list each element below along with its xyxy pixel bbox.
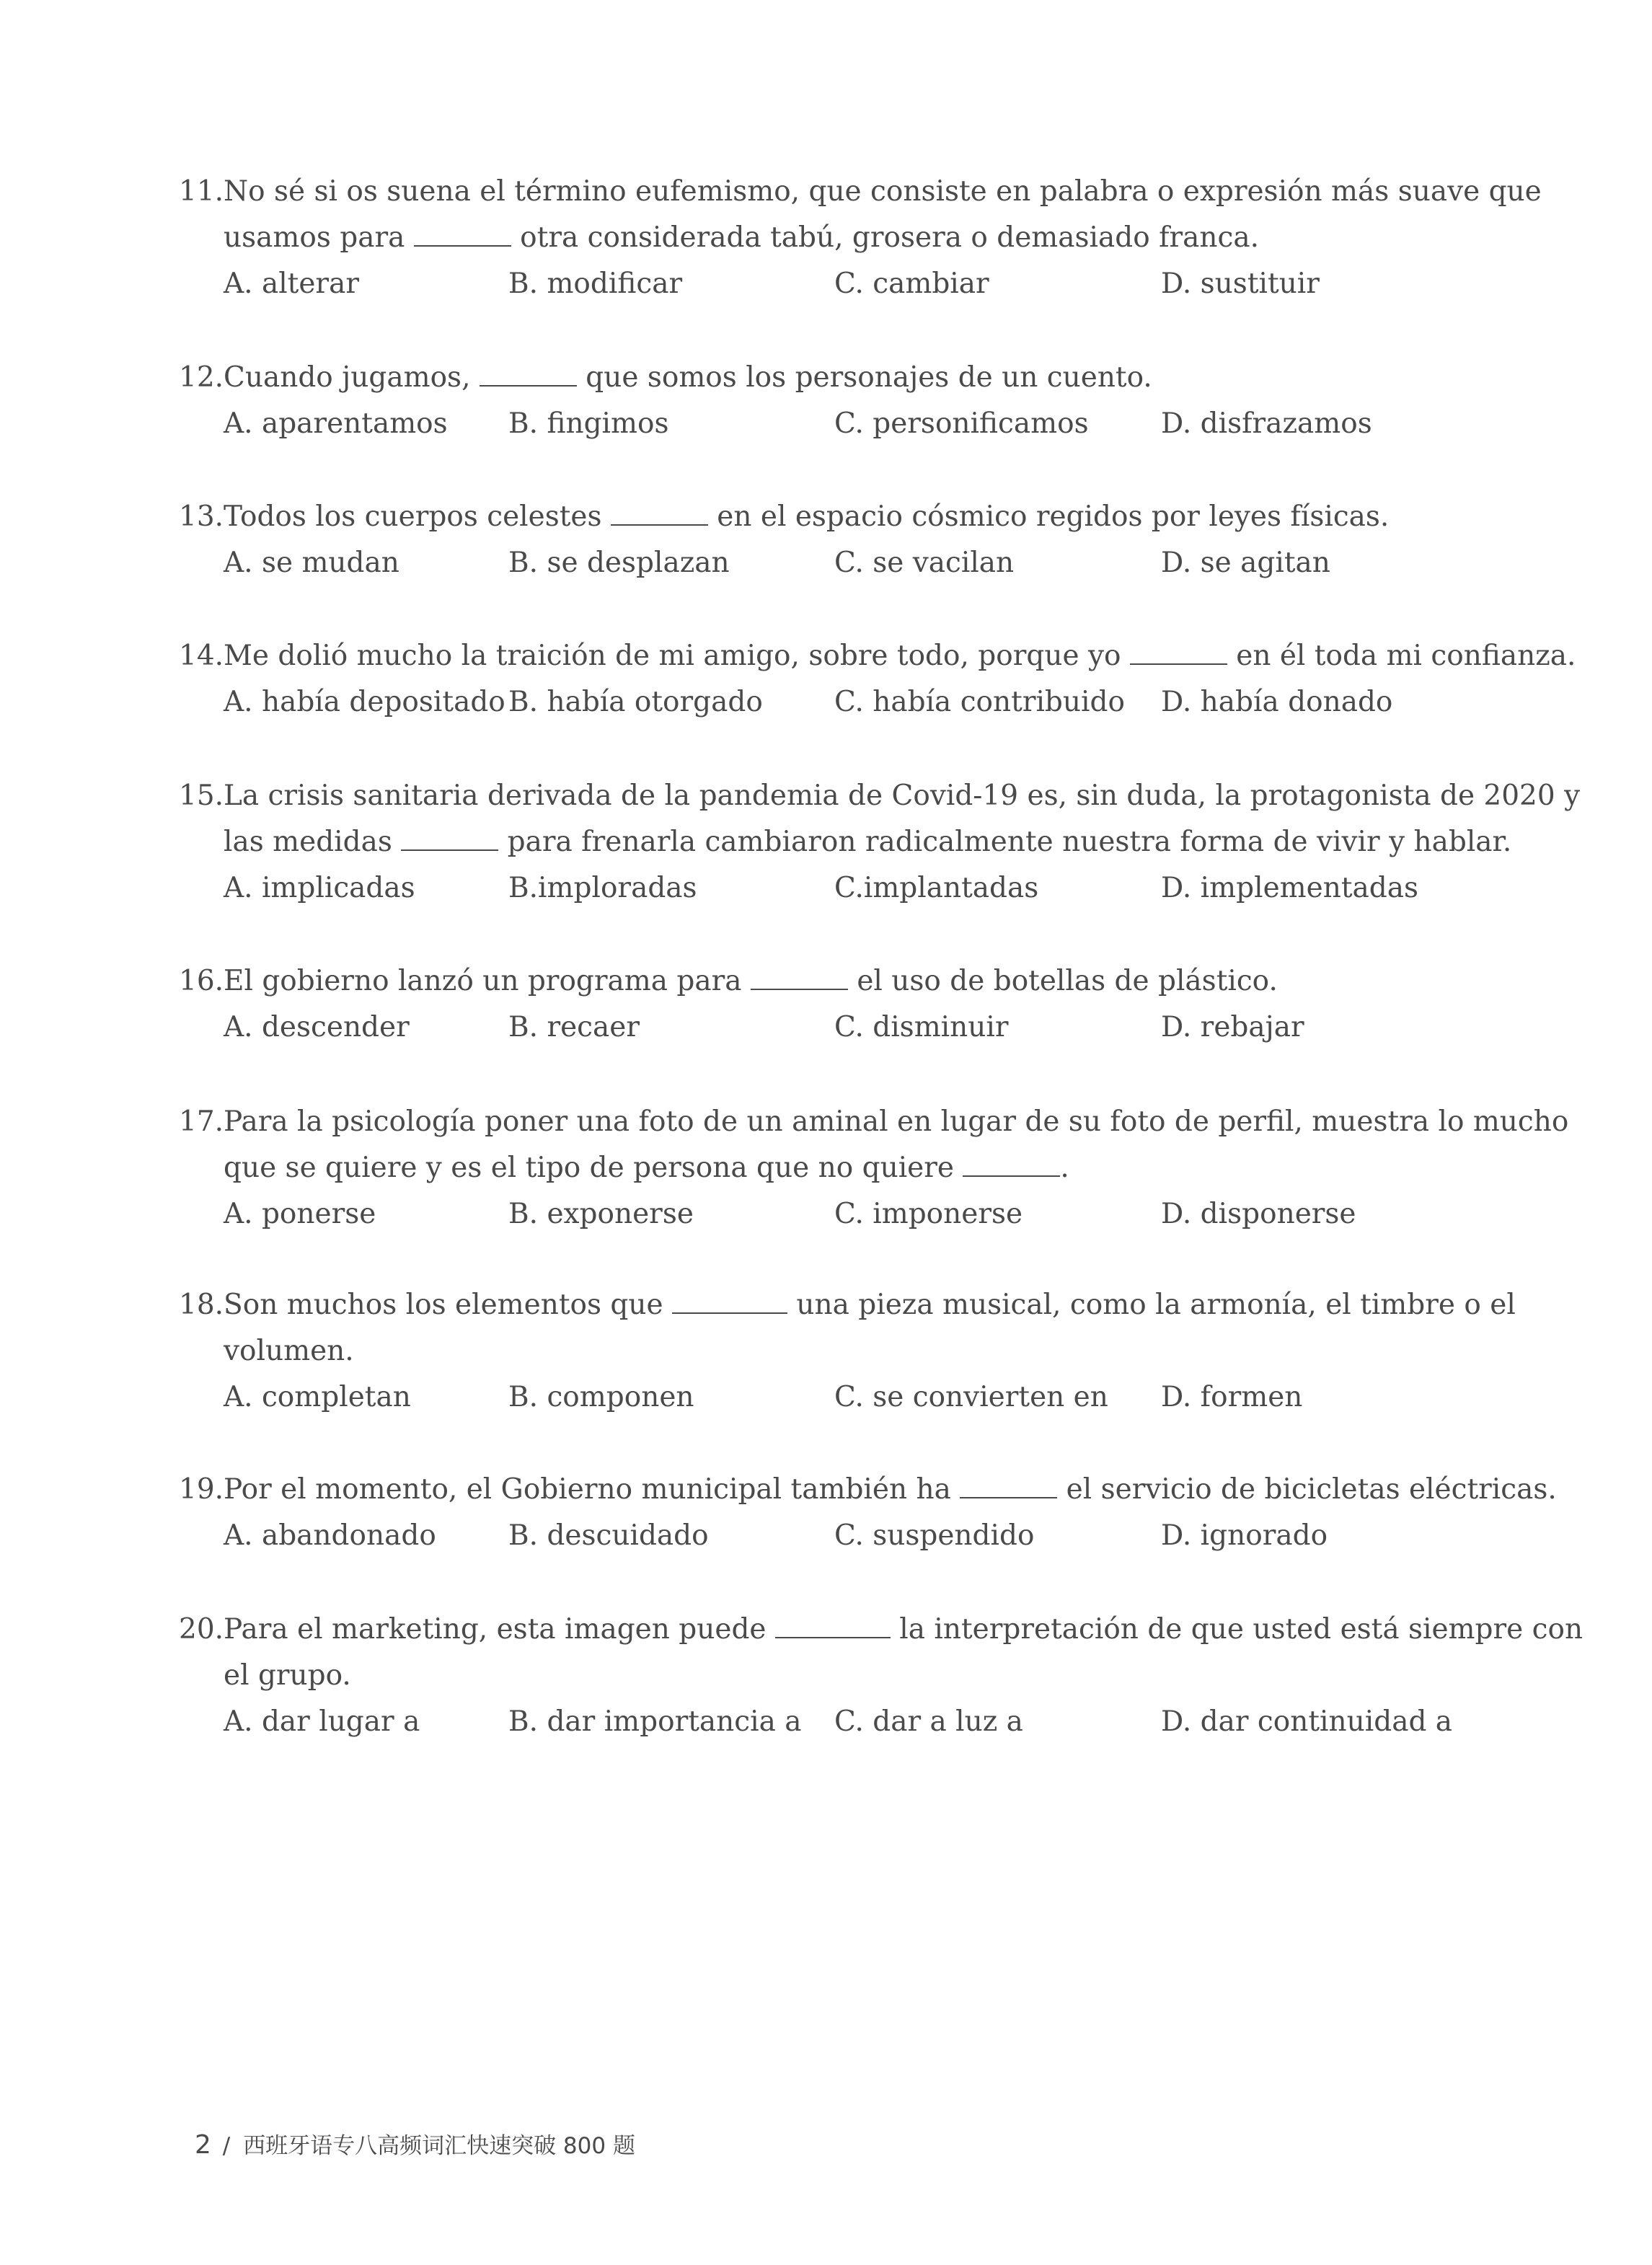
question-text-line xyxy=(224,215,1471,261)
question-number: 19. xyxy=(179,1473,224,1506)
option-row xyxy=(0,540,1652,586)
option-a: A. ponerse xyxy=(224,1198,376,1230)
answer-blank xyxy=(414,216,511,247)
option-row xyxy=(0,1374,1652,1421)
option-d: D. implementadas xyxy=(1161,872,1418,904)
answer-blank xyxy=(672,1284,787,1314)
question-text: Para el marketing, esta imagen puede xyxy=(224,1613,775,1646)
question-text: las medidas xyxy=(224,826,402,858)
option-d: D. se agitan xyxy=(1161,547,1330,579)
option-b: B. recaer xyxy=(508,1011,640,1043)
option-a: A. se mudan xyxy=(224,547,399,579)
answer-blank xyxy=(1130,635,1227,665)
option-a: A. aparentamos xyxy=(224,407,448,440)
option-b: B. exponerse xyxy=(508,1198,694,1230)
option-a: A. dar lugar a xyxy=(224,1705,420,1738)
question-text-line xyxy=(179,1607,1583,1653)
question-text-line xyxy=(224,819,1512,865)
question-text: para frenarla cambiaron radicalmente nuestra forma de vivir y hablar. xyxy=(498,826,1512,858)
question-text-line xyxy=(179,1467,1557,1513)
option-a: A. descender xyxy=(224,1011,410,1043)
option-a: A. alterar xyxy=(224,268,359,300)
question-text-line xyxy=(179,633,1576,679)
question-number: 14. xyxy=(179,640,224,672)
question-number: 18. xyxy=(179,1289,224,1321)
answer-blank xyxy=(751,960,848,990)
question-text-line xyxy=(179,169,1542,215)
question-text: El gobierno lanzó un programa para xyxy=(224,965,751,997)
question-text-line xyxy=(224,1328,1471,1374)
footer-separator: / xyxy=(222,2133,231,2159)
option-b: B. había otorgado xyxy=(508,686,763,718)
answer-blank xyxy=(960,1468,1057,1498)
option-d: D. había donado xyxy=(1161,686,1393,718)
question-number: 11. xyxy=(179,175,224,208)
option-row xyxy=(0,1699,1652,1745)
option-d: D. ignorado xyxy=(1161,1519,1328,1552)
answer-blank xyxy=(963,1147,1060,1177)
question-text-line xyxy=(179,1099,1569,1145)
question-text-line xyxy=(179,494,1471,540)
page-footer xyxy=(195,2127,635,2163)
question-text: en él toda mi confianza. xyxy=(1227,640,1576,672)
option-c: C.implantadas xyxy=(834,872,1039,904)
option-b: B. componen xyxy=(508,1381,694,1413)
question-text: Me dolió mucho la traición de mi amigo, sobre todo, porque yo xyxy=(224,640,1130,672)
option-b: B. modificar xyxy=(508,268,683,300)
option-d: D. dar continuidad a xyxy=(1161,1705,1453,1738)
option-b: B.imploradas xyxy=(508,872,697,904)
option-row xyxy=(0,1191,1652,1237)
question-number: 15. xyxy=(179,780,224,812)
option-a: A. abandonado xyxy=(224,1519,436,1552)
option-row xyxy=(0,401,1652,447)
option-c: C. dar a luz a xyxy=(834,1705,1023,1738)
question-number: 20. xyxy=(179,1613,224,1646)
question-text: usamos para xyxy=(224,221,414,254)
option-c: C. cambiar xyxy=(834,268,989,300)
question-text: Por el momento, el Gobierno municipal también ha xyxy=(224,1473,960,1506)
question-number: 16. xyxy=(179,965,224,997)
question-text-line xyxy=(179,1282,1516,1328)
option-b: B. dar importancia a xyxy=(508,1705,802,1738)
question-number: 12. xyxy=(179,361,224,394)
option-c: C. había contribuido xyxy=(834,686,1125,718)
question-text-line xyxy=(224,1653,1471,1699)
option-b: B. descuidado xyxy=(508,1519,709,1552)
option-c: C. suspendido xyxy=(834,1519,1035,1552)
question-text: la interpretación de que usted está siempre con xyxy=(890,1613,1583,1646)
question-text: Cuando jugamos, xyxy=(224,361,480,394)
option-c: C. disminuir xyxy=(834,1011,1009,1043)
option-b: B. se desplazan xyxy=(508,547,730,579)
option-row xyxy=(0,261,1652,307)
question-text: volumen. xyxy=(224,1335,354,1367)
option-row xyxy=(0,679,1652,725)
question-text: el uso de botellas de plástico. xyxy=(847,965,1278,997)
question-text: que somos los personajes de un cuento. xyxy=(576,361,1152,394)
option-c: C. se vacilan xyxy=(834,547,1015,579)
option-d: D. sustituir xyxy=(1161,268,1320,300)
question-text: Para la psicología poner una foto de un aminal en lugar de su foto de perfil, muestra lo mucho xyxy=(224,1105,1569,1138)
question-text: No sé si os suena el término eufemismo, que consiste en palabra o expresión más suave que xyxy=(224,175,1542,208)
book-title: 西班牙语专八高频词汇快速突破 800 题 xyxy=(243,2133,635,2159)
answer-blank xyxy=(611,495,708,526)
option-d: D. disfrazamos xyxy=(1161,407,1372,440)
option-row xyxy=(0,865,1652,911)
option-a: A. había depositado xyxy=(224,686,505,718)
answer-blank xyxy=(480,356,577,387)
option-a: A. completan xyxy=(224,1381,411,1413)
answer-blank xyxy=(775,1608,891,1638)
option-b: B. fingimos xyxy=(508,407,669,440)
option-c: C. se convierten en xyxy=(834,1381,1108,1413)
question-text-line xyxy=(224,1145,1471,1191)
question-text-line xyxy=(179,958,1471,1005)
question-text: La crisis sanitaria derivada de la pandemia de Covid-19 es, sin duda, la protagonista de 2020 y xyxy=(224,780,1581,812)
option-d: D. formen xyxy=(1161,1381,1303,1413)
question-text-line xyxy=(179,355,1471,401)
option-c: C. personificamos xyxy=(834,407,1089,440)
option-c: C. imponerse xyxy=(834,1198,1023,1230)
page-number: 2 xyxy=(195,2130,211,2160)
option-row xyxy=(0,1513,1652,1559)
question-text-line xyxy=(179,773,1581,819)
answer-blank xyxy=(401,821,498,851)
option-d: D. disponerse xyxy=(1161,1198,1356,1230)
option-row xyxy=(0,1005,1652,1051)
question-number: 17. xyxy=(179,1105,224,1138)
question-text: . xyxy=(1060,1152,1069,1184)
option-d: D. rebajar xyxy=(1161,1011,1304,1043)
question-text: el grupo. xyxy=(224,1659,351,1692)
question-text: Son muchos los elementos que xyxy=(224,1289,672,1321)
question-number: 13. xyxy=(179,500,224,533)
question-text: el servicio de bicicletas eléctricas. xyxy=(1057,1473,1557,1506)
question-text: que se quiere y es el tipo de persona que no quiere xyxy=(224,1152,963,1184)
question-text: en el espacio cósmico regidos por leyes físicas. xyxy=(707,500,1390,533)
option-a: A. implicadas xyxy=(224,872,415,904)
question-text: Todos los cuerpos celestes xyxy=(224,500,611,533)
question-text: una pieza musical, como la armonía, el timbre o el xyxy=(787,1289,1516,1321)
question-text: otra considerada tabú, grosera o demasiado franca. xyxy=(511,221,1260,254)
